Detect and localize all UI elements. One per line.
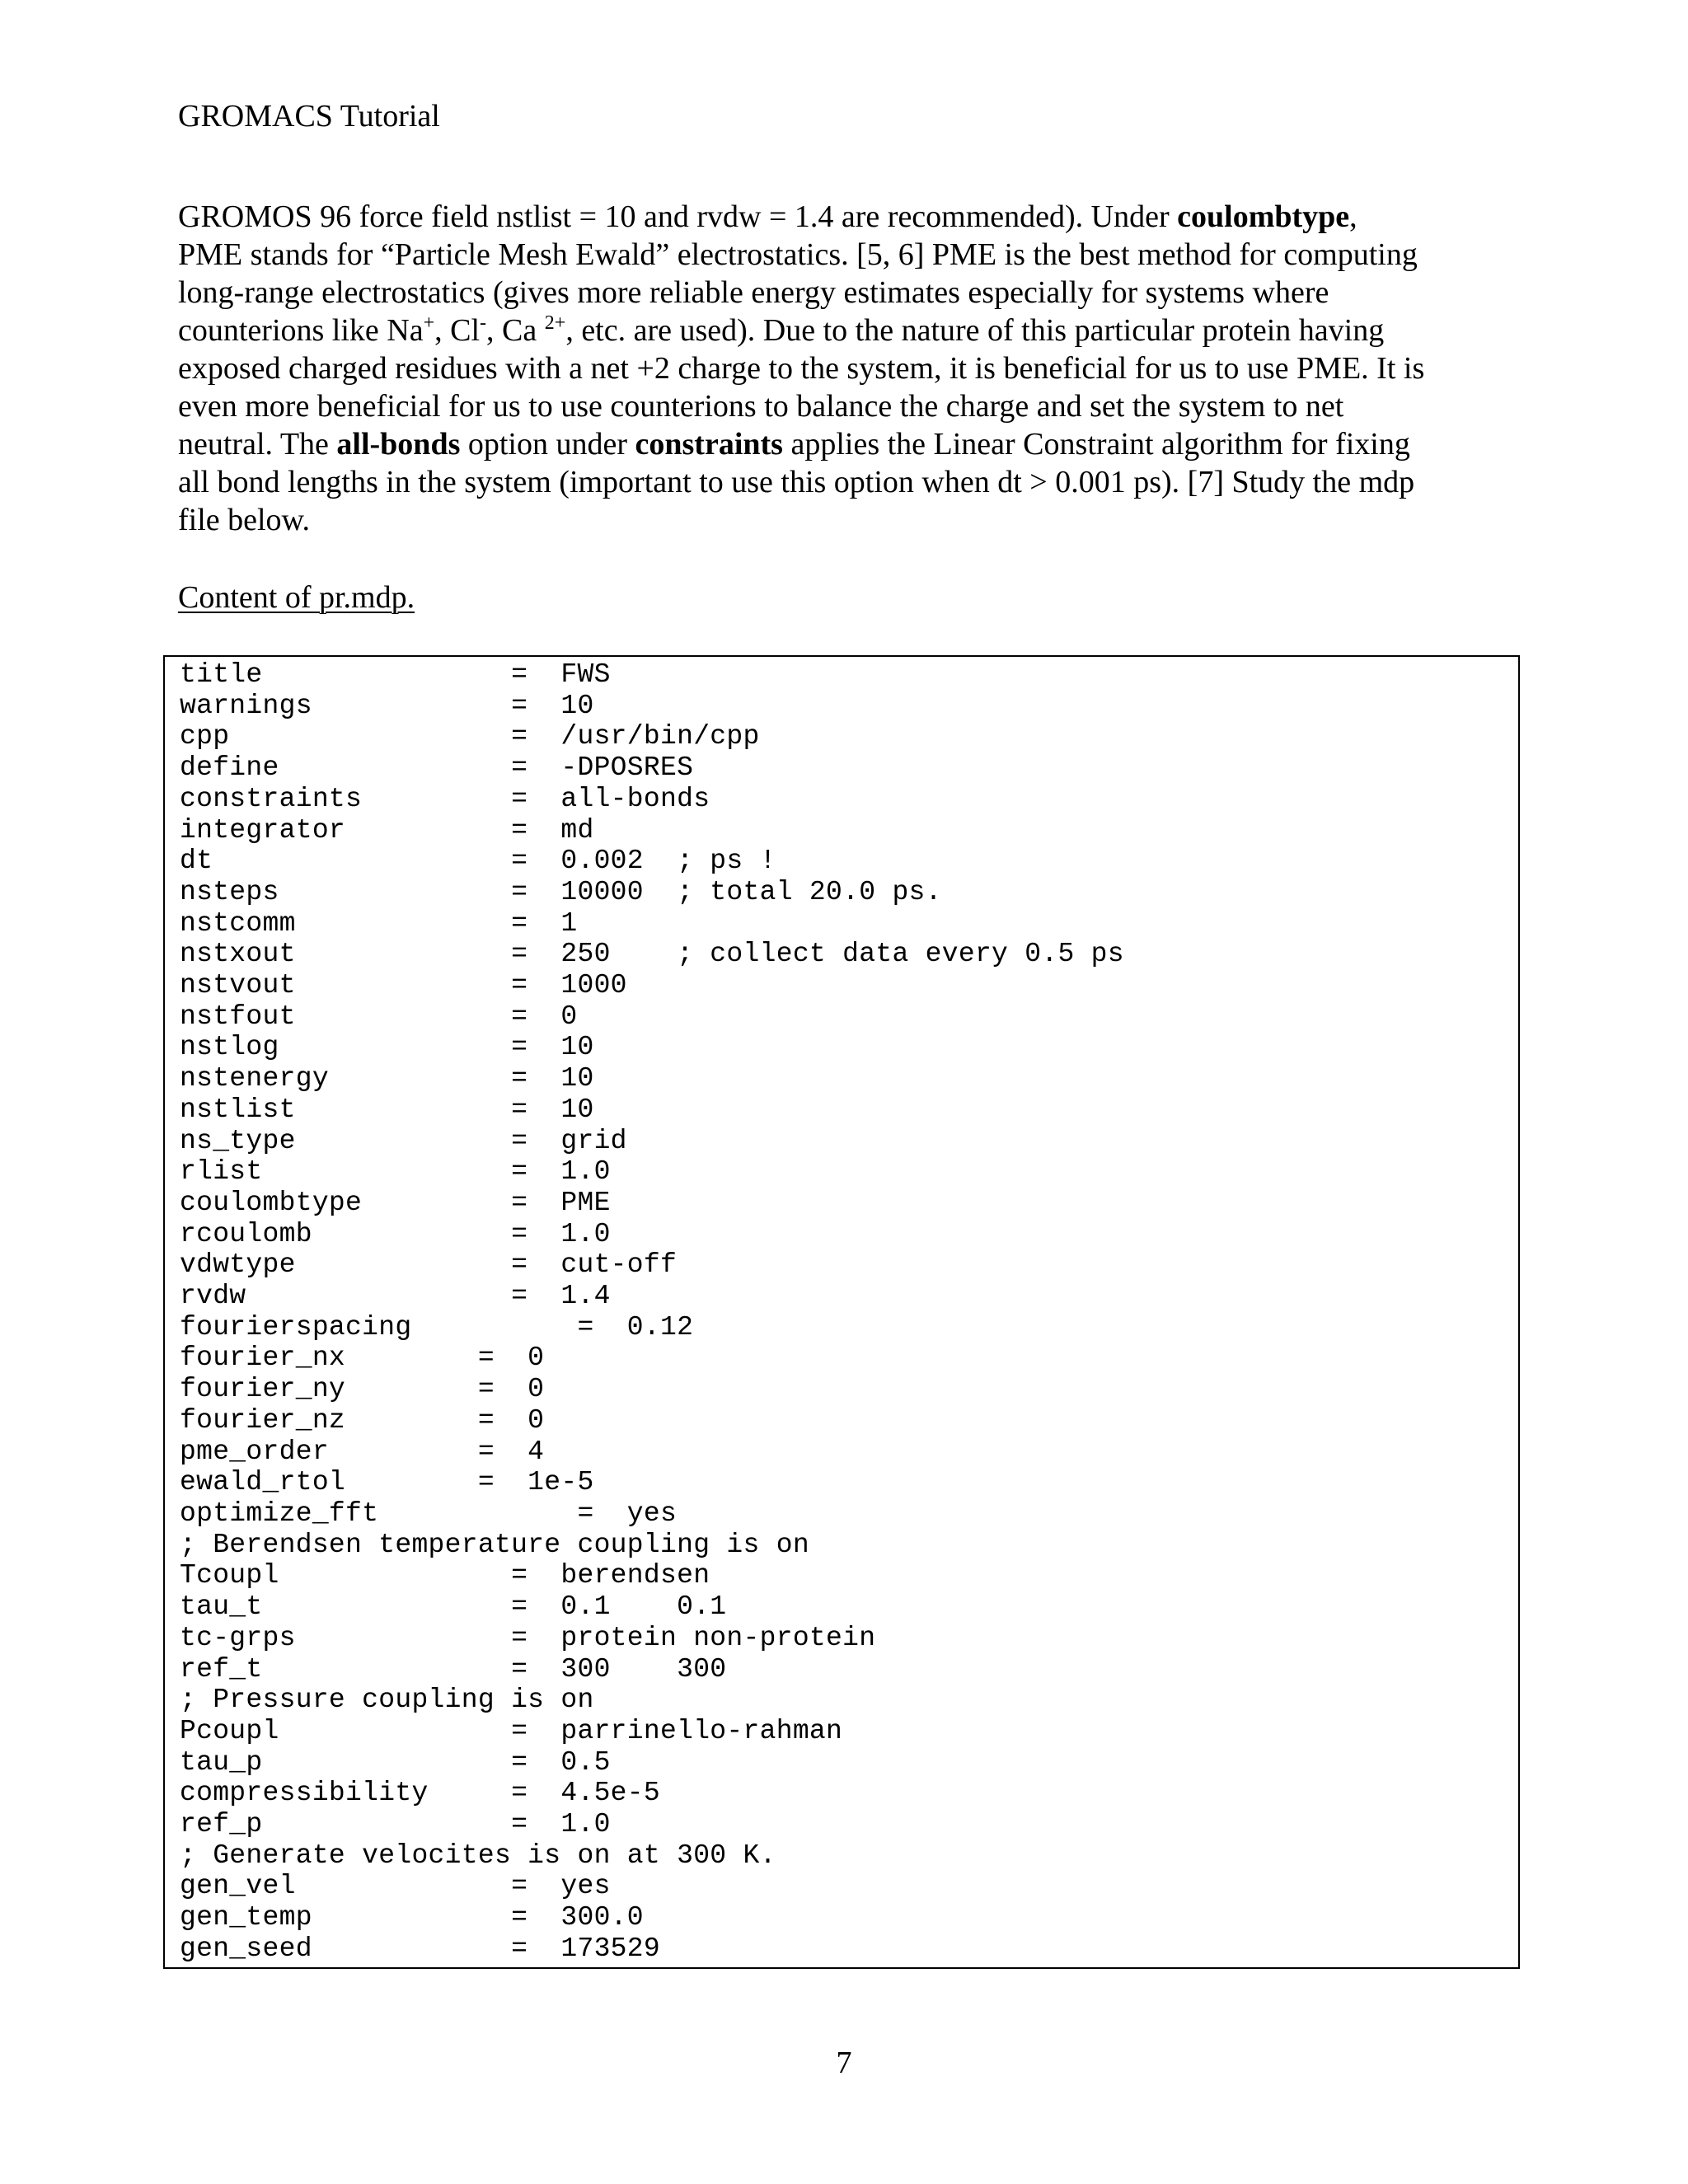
body-paragraph bbox=[178, 198, 1513, 539]
paragraph-line-8: all bond lengths in the system (important to use this option when dt > 0.001 ps). [7] Study the mdp bbox=[178, 465, 1415, 499]
text-span: neutral. The bbox=[178, 427, 337, 462]
text-span: , etc. are used). Due to the nature of this particular protein having bbox=[565, 313, 1385, 348]
paragraph-line-5: exposed charged residues with a net +2 charge to the system, it is beneficial for us to use PME. It is bbox=[178, 351, 1425, 386]
paragraph-line-6: even more beneficial for us to use counterions to balance the charge and set the system to net bbox=[178, 389, 1344, 424]
text-span: , Cl bbox=[434, 313, 481, 348]
paragraph-line-7 bbox=[178, 425, 1513, 463]
paragraph-line-2: PME stands for “Particle Mesh Ewald” electrostatics. [5, 6] PME is the best method for computing bbox=[178, 237, 1418, 272]
superscript: + bbox=[423, 312, 435, 334]
page-header: GROMACS Tutorial bbox=[178, 99, 440, 134]
text-span: applies the Linear Constraint algorithm for fixing bbox=[782, 427, 1410, 462]
content-heading: Content of pr.mdp. bbox=[178, 580, 415, 615]
text-span: counterions like Na bbox=[178, 313, 424, 348]
paragraph-line-4 bbox=[178, 312, 1513, 349]
paragraph-line-3: long-range electrostatics (gives more reliable energy estimates especially for systems where bbox=[178, 275, 1329, 310]
text-span: , bbox=[1349, 199, 1357, 234]
text-span: option under bbox=[460, 427, 635, 462]
superscript: 2+ bbox=[544, 312, 566, 334]
text-span: GROMOS 96 force field nstlist = 10 and rvdw = 1.4 are recommended). Under bbox=[178, 199, 1178, 234]
bold-term-coulombtype: coulombtype bbox=[1177, 199, 1350, 234]
bold-term-all-bonds: all-bonds bbox=[336, 427, 461, 462]
mdp-file-box bbox=[163, 655, 1520, 1969]
page-number: 7 bbox=[836, 2046, 852, 2080]
superscript: - bbox=[480, 312, 487, 334]
mdp-file-content: title = FWS warnings = 10 cpp = /usr/bin/cpp define = -DPOSRES constraints = all-bonds integrator = md dt = 0.002 ; ps ! nsteps = 10000 ; total 20.0 ps. nstcomm = 1 nstxout = 250 ; collect data every 0.5 ps nstvout = 1000 nstfout = 0 nstlog = 10 nstenergy = 10 nstlist = 10 ns_type = grid rlist = 1.0 coulombtype = PME rcoulomb = 1.0 vdwtype = cut-off rvdw = 1.4 fourierspacing = 0.12 fourier_nx = 0 fourier_ny = 0 fourier_nz = 0 pme_order = 4 ewald_rtol = 1e-5 optimize_fft = yes ; Berendsen temperature coupling is on Tcoupl = berendsen tau_t = 0.1 0.1 tc-grps = protein non-protein ref_t = 300 300 ; Pressure coupling is on Pcoupl = parrinello-rahman tau_p = 0.5 compressibility = 4.5e-5 ref_p = 1.0 ; Generate velocites is on at 300 K. gen_vel = yes gen_temp = 300.0 gen_seed = 173529 bbox=[180, 659, 1124, 1964]
bold-term-constraints: constraints bbox=[635, 427, 783, 462]
paragraph-line-9: file below. bbox=[178, 503, 311, 537]
paragraph-line-1 bbox=[178, 198, 1513, 236]
text-span: , Ca bbox=[486, 313, 545, 348]
